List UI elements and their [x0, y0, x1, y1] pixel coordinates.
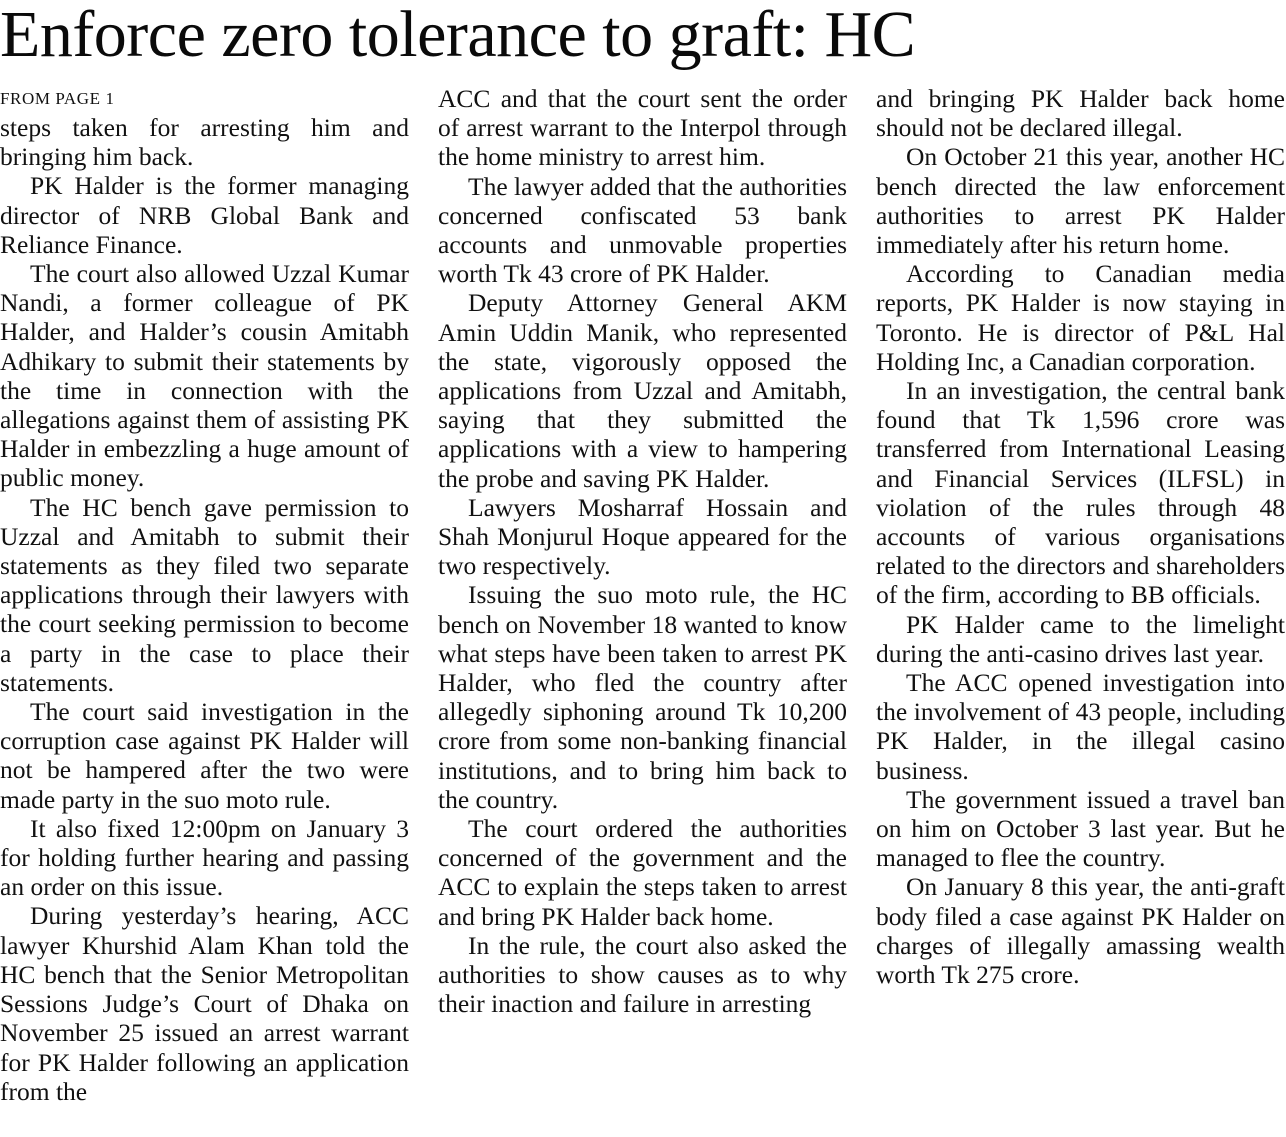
paragraph: The court ordered the authorities concerned of the government and the ACC to explain the steps taken to arrest and bring PK Halder back home.	[438, 814, 847, 931]
paragraph: According to Canadian media reports, PK Halder is now staying in Toronto. He is director of P&L Hal Holding Inc, a Canadian corporation.	[876, 259, 1285, 376]
paragraph: PK Halder is the former managing director of NRB Global Bank and Reliance Finance.	[0, 171, 409, 259]
paragraph: Lawyers Mosharraf Hossain and Shah Monjurul Hoque appeared for the two respectively.	[438, 492, 847, 581]
paragraph: The ACC opened investigation into the involvement of 43 people, including PK Halder, in the illegal casino business.	[876, 668, 1285, 785]
paragraph: steps taken for arresting him and bringing him back.	[0, 113, 409, 172]
paragraph: PK Halder came to the limelight during the anti-casino drives last year.	[876, 609, 1285, 668]
paragraph: On October 21 this year, another HC bench directed the law enforcement authorities to arrest PK Halder immediately after his return home.	[876, 142, 1285, 260]
paragraph: During yesterday’s hearing, ACC lawyer Khurshid Alam Khan told the HC bench that the Senior Metropolitan Sessions Judge’s Court of Dhaka on November 25 issued an arrest warrant for PK Halder following an application from the	[0, 901, 409, 1106]
kicker-from-page: FROM PAGE 1	[0, 89, 115, 108]
article-column-1	[0, 84, 409, 1106]
paragraph: Deputy Attorney General AKM Amin Uddin Manik, who represented the state, vigorously opposed the applications from Uzzal and Amitabh, saying that they submitted the applications with a view to hampering the probe and saving PK Halder.	[438, 288, 847, 493]
paragraph: The lawyer added that the authorities concerned confiscated 53 bank accounts and unmovable properties worth Tk 43 crore of PK Halder.	[438, 171, 847, 289]
paragraph: The court said investigation in the corruption case against PK Halder will not be hampered after the two were made party in the suo moto rule.	[0, 697, 409, 814]
headline: Enforce zero tolerance to graft: HC	[0, 0, 916, 71]
paragraph: On January 8 this year, the anti-graft body filed a case against PK Halder on charges of illegally amassing wealth worth Tk 275 crore.	[876, 872, 1285, 990]
paragraph: The HC bench gave permission to Uzzal and Amitabh to submit their statements as they filed two separate applications through their lawyers with the court seeking permission to become a party in the case to place their statements.	[0, 492, 409, 697]
paragraph: The government issued a travel ban on him on October 3 last year. But he managed to flee the country.	[876, 784, 1285, 873]
article-column-2	[438, 84, 847, 1019]
article-column-3	[876, 84, 1285, 989]
paragraph: In an investigation, the central bank found that Tk 1,596 crore was transferred from International Leasing and Financial Services (ILFSL) in violation of the rules through 48 accounts of various organisations related to the directors and shareholders of the firm, according to BB officials.	[876, 376, 1285, 610]
paragraph: It also fixed 12:00pm on January 3 for holding further hearing and passing an order on this issue.	[0, 813, 409, 902]
paragraph: In the rule, the court also asked the authorities to show causes as to why their inaction and failure in arresting	[438, 930, 847, 1019]
paragraph: The court also allowed Uzzal Kumar Nandi, a former colleague of PK Halder, and Halder’s cousin Amitabh Adhikary to submit their statements by the time in connection with the allegations against them of assisting PK Halder in embezzling a huge amount of public money.	[0, 259, 409, 493]
paragraph: ACC and that the court sent the order of arrest warrant to the Interpol through the home ministry to arrest him.	[438, 84, 847, 172]
paragraph: Issuing the suo moto rule, the HC bench on November 18 wanted to know what steps have been taken to arrest PK Halder, who fled the country after allegedly siphoning around Tk 10,200 crore from some non-banking financial institutions, and to bring him back to the country.	[438, 580, 847, 814]
paragraph: and bringing PK Halder back home should not be declared illegal.	[876, 84, 1285, 143]
